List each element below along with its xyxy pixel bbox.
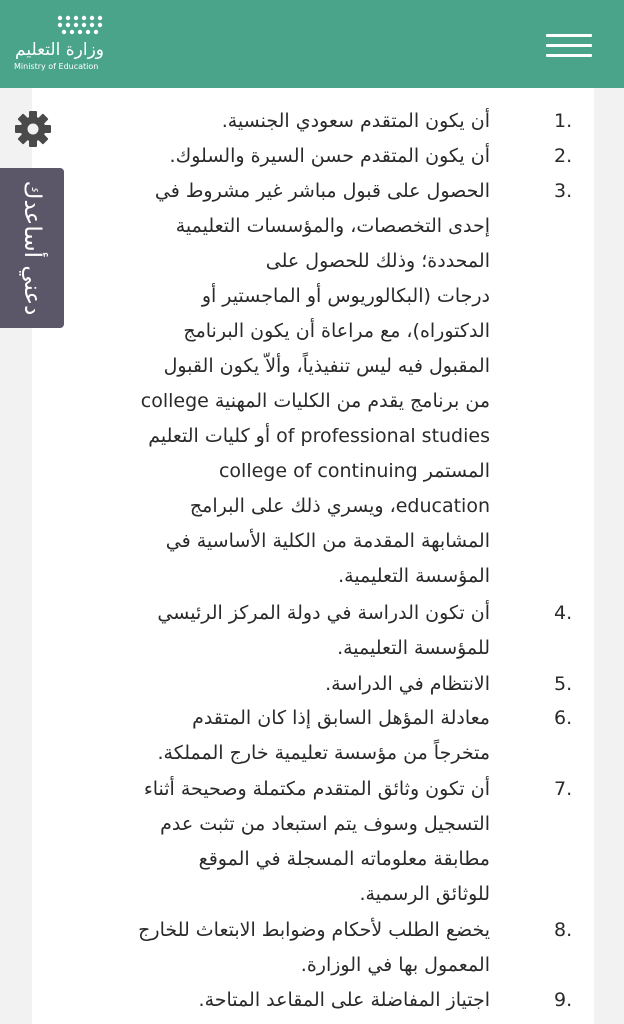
content-card	[32, 88, 594, 1024]
help-assistant-tab[interactable]	[0, 168, 64, 328]
item-text-line: من برنامج يقدم من الكليات المهنية college	[140, 390, 490, 412]
item-text-line: أن يكون المتقدم سعودي الجنسية.	[221, 110, 490, 132]
item-text-line: للوثائق الرسمية.	[359, 883, 490, 905]
item-number: 1.	[554, 110, 573, 132]
item-text-line: يخضع الطلب لأحكام وضوابط الابتعاث للخارج	[138, 919, 490, 941]
gear-icon[interactable]	[14, 110, 52, 148]
item-text-line: education، ويسري ذلك على البرامج	[189, 495, 490, 517]
hamburger-menu-icon[interactable]	[546, 34, 592, 58]
item-number: 9.	[554, 989, 573, 1011]
item-number: 8.	[554, 919, 573, 941]
item-text-line: درجات (البكالوريوس أو الماجستير أو	[201, 285, 490, 307]
item-text-line: اجتياز المفاضلة على المقاعد المتاحة.	[198, 989, 490, 1011]
item-text-line: معادلة المؤهل السابق إذا كان المتقدم	[192, 707, 490, 729]
logo-dots-icon	[54, 14, 106, 36]
item-text-line: للمؤسسة التعليمية.	[337, 637, 490, 659]
item-number: 5.	[554, 673, 573, 695]
item-text-line: الدكتوراه)، مع مراعاة أن يكون البرنامج	[183, 320, 490, 342]
item-text-line: المعمول بها في الوزارة.	[300, 954, 490, 976]
item-text-line: of professional studies أو كليات التعليم	[148, 425, 490, 447]
item-number: 3.	[554, 180, 573, 202]
item-text-line: متخرجاً من مؤسسة تعليمية خارج المملكة.	[157, 742, 490, 764]
item-number: 7.	[554, 778, 573, 800]
item-text-line: أن تكون الدراسة في دولة المركز الرئيسي	[157, 602, 490, 624]
item-text-line: أن يكون المتقدم حسن السيرة والسلوك.	[169, 145, 490, 167]
item-text-line: أن تكون وثائق المتقدم مكتملة وصحيحة أثناء	[143, 778, 490, 800]
item-text-line: الحصول على قبول مباشر غير مشروط في	[154, 180, 490, 202]
help-tab-label: دعني أساعدك	[19, 180, 45, 316]
item-text-line: المحددة؛ وذلك للحصول على	[265, 250, 490, 272]
item-number: 2.	[554, 145, 573, 167]
item-text-line: الانتظام في الدراسة.	[325, 673, 490, 695]
item-text-line: المقبول فيه ليس تنفيذياً، وألاّ يكون القبول	[163, 355, 490, 377]
item-number: 6.	[554, 707, 573, 729]
item-text-line: التسجيل وسوف يتم استبعاد من تثبت عدم	[160, 813, 490, 835]
ministry-logo[interactable]	[14, 14, 104, 76]
item-text-line: إحدى التخصصات، والمؤسسات التعليمية	[175, 215, 490, 237]
item-text-line: المؤسسة التعليمية.	[338, 565, 490, 587]
item-text-line: مطابقة معلوماته المسجلة في الموقع	[198, 848, 490, 870]
item-number: 4.	[554, 602, 573, 624]
logo-subtitle: Ministry of Education	[14, 62, 99, 71]
item-text-line: المستمر college of continuing	[218, 460, 490, 482]
logo-name: وزارة التعليم	[15, 40, 104, 60]
item-text-line: المشابهة المقدمة من الكلية الأساسية في	[165, 530, 490, 552]
app-header	[0, 0, 624, 88]
